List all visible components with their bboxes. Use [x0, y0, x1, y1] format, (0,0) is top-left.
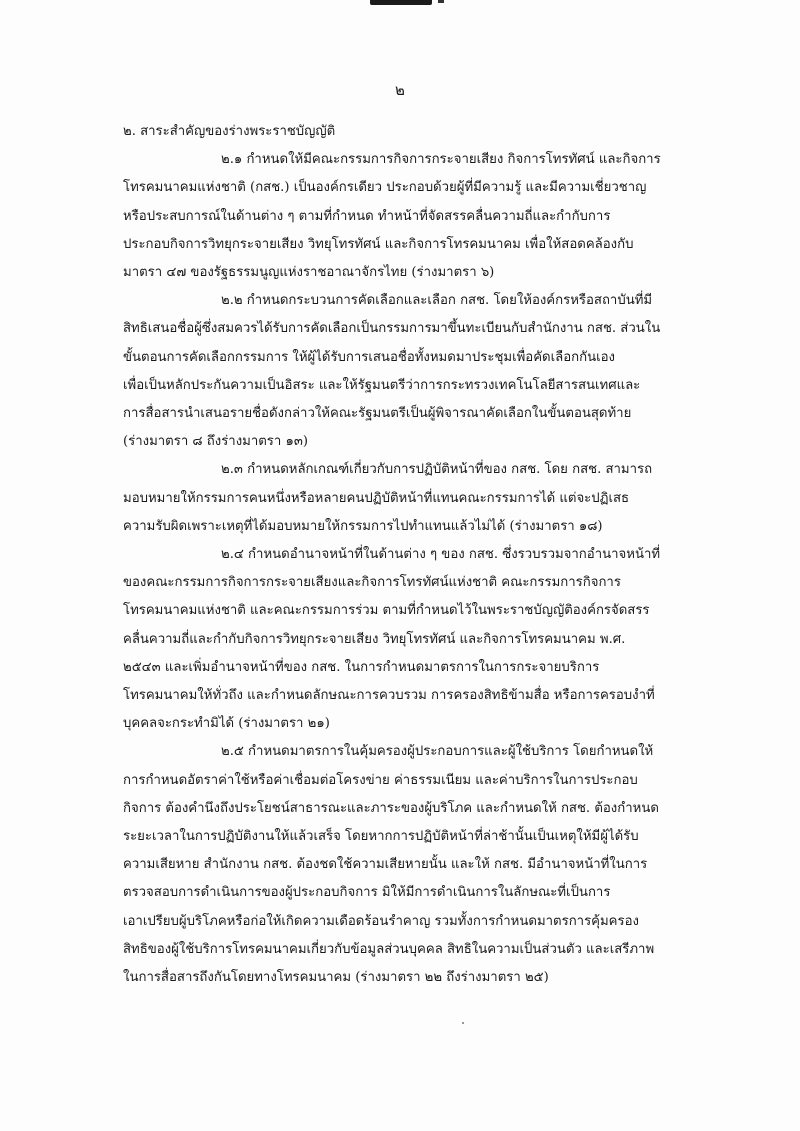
paragraph-2-4: [123, 541, 718, 738]
paragraph-line: โทรคมนาคมแห่งชาติ และคณะกรรมการร่วม ตามที่กำหนดไว้ในพระราชบัญญัติองค์กรจัดสรร: [123, 603, 650, 619]
paragraph-line: ในการสื่อสารถึงกันโดยทางโทรคมนาคม (ร่างมาตรา ๒๒ ถึงร่างมาตรา ๒๕): [123, 970, 549, 986]
paragraph-line: สิทธิเสนอชื่อผู้ซึ่งสมควรได้รับการคัดเลือกเป็นกรรมการมาขึ้นทะเบียนกับสำนักงาน กสช. ส่วนใน: [123, 321, 661, 337]
document-body: [123, 118, 718, 992]
paragraph-line: ๒.๕ กำหนดมาตรการในคุ้มครองผู้ประกอบการและผู้ใช้บริการ โดยกำหนดให้: [221, 744, 654, 760]
paragraph-2-1: [123, 146, 718, 287]
paragraph-line: (ร่างมาตรา ๘ ถึงร่างมาตรา ๑๓): [123, 434, 309, 450]
paragraph-line: ๒.๑ กำหนดให้มีคณะกรรมการกิจการกระจายเสียง กิจการโทรทัศน์ และกิจการ: [221, 152, 661, 168]
paragraph-line: ๒๕๔๓ และเพิ่มอำนาจหน้าที่ของ กสช. ในการกำหนดมาตรการในการกระจายบริการ: [123, 659, 600, 675]
paragraph-line: ความเสียหาย สำนักงาน กสช. ต้องชดใช้ความเสียหายนั้น และให้ กสช. มีอำนาจหน้าที่ในการ: [123, 857, 648, 873]
paragraph-line: มาตรา ๔๗ ของรัฐธรรมนูญแห่งราชอาณาจักรไทย (ร่างมาตรา ๖): [123, 265, 495, 281]
paragraph-line: ของคณะกรรมการกิจการกระจายเสียงและกิจการโทรทัศน์แห่งชาติ คณะกรรมการกิจการ: [123, 575, 621, 591]
paragraph-line: โทรคมนาคมให้ทั่วถึง และกำหนดลักษณะการควบรวม การครองสิทธิข้ามสื่อ หรือการครอบงำที่: [123, 688, 655, 704]
section-heading: ๒. สาระสำคัญของร่างพระราชบัญญัติ: [123, 124, 336, 139]
scan-speck: [462, 1022, 464, 1024]
paragraph-line: โทรคมนาคมแห่งชาติ (กสช.) เป็นองค์กรเดียว ประกอบด้วยผู้ที่มีความรู้ และมีความเชี่ยวชาญ: [123, 180, 647, 196]
paragraph-line: คลื่นความถี่และกำกับกิจการวิทยุกระจายเสียง วิทยุโทรทัศน์ และกิจการโทรคมนาคม พ.ศ.: [123, 631, 626, 647]
paragraph-2-3: [123, 456, 718, 541]
paragraph-line: ตรวจสอบการดำเนินการของผู้ประกอบกิจการ มิให้มีการดำเนินการในลักษณะที่เป็นการ: [123, 885, 611, 901]
paragraph-line: ประกอบกิจการวิทยุกระจายเสียง วิทยุโทรทัศน์ และกิจการโทรคมนาคม เพื่อให้สอดคล้องกับ: [123, 236, 634, 252]
paragraph-line: กิจการ ต้องคำนึงถึงประโยชน์สาธารณะและภาระของผู้บริโภค และกำหนดให้ กสช. ต้องกำหนด: [123, 800, 659, 816]
paragraph-line: มอบหมายให้กรรมการคนหนึ่งหรือหลายคนปฏิบัติหน้าที่แทนคณะกรรมการได้ แต่จะปฏิเสธ: [123, 490, 630, 506]
paragraph-line: การสื่อสารนำเสนอรายชื่อดังกล่าวให้คณะรัฐมนตรีเป็นผู้พิจารณาคัดเลือกในขั้นตอนสุดท้าย: [123, 406, 632, 422]
page-number: ๒: [395, 81, 405, 99]
paragraph-line: สิทธิของผู้ใช้บริการโทรคมนาคมเกี่ยวกับข้อมูลส่วนบุคคล สิทธิในความเป็นส่วนตัว และเสรีภาพ: [123, 941, 655, 957]
paragraph-line: การกำหนดอัตราค่าใช้หรือค่าเชื่อมต่อโครงข่าย ค่าธรรมเนียม และค่าบริการในการประกอบ: [123, 772, 638, 788]
paragraph-2-5: [123, 738, 718, 992]
paragraph-line: เอาเปรียบผู้บริโภคหรือก่อให้เกิดความเดือดร้อนรำคาญ รวมทั้งการกำหนดมาตรการคุ้มครอง: [123, 913, 639, 929]
paragraph-line: ๒.๓ กำหนดหลักเกณฑ์เกี่ยวกับการปฏิบัติหน้าที่ของ กสช. โดย กสช. สามารถ: [221, 462, 653, 478]
paragraph-line: ความรับผิดเพราะเหตุที่ได้มอบหมายให้กรรมการไปทำแทนแล้วไม่ได้ (ร่างมาตรา ๑๘): [123, 518, 603, 534]
paragraph-line: ๒.๔ กำหนดอำนาจหน้าที่ในด้านต่าง ๆ ของ กสช. ซึ่งรวบรวมจากอำนาจหน้าที่: [221, 547, 661, 563]
page-header-mark-tick: [438, 0, 444, 3]
paragraph-line: ขั้นตอนการคัดเลือกกรรมการ ให้ผู้ได้รับการเสนอชื่อทั้งหมดมาประชุมเพื่อคัดเลือกกันเอง: [123, 349, 615, 365]
paragraph-line: บุคคลจะกระทำมิได้ (ร่างมาตรา ๒๑): [123, 716, 330, 732]
paragraph-2-2: [123, 287, 718, 456]
page-header-mark: [370, 0, 432, 5]
paragraph-line: ๒.๒ กำหนดกระบวนการคัดเลือกและเลือก กสช. โดยให้องค์กรหรือสถาบันที่มี: [221, 293, 653, 309]
paragraph-line: ระยะเวลาในการปฏิบัติงานให้แล้วเสร็จ โดยหากการปฏิบัติหน้าที่ล่าช้านั้นเป็นเหตุให้มีผู้ได้รับ: [123, 829, 639, 845]
paragraph-line: เพื่อเป็นหลักประกันความเป็นอิสระ และให้รัฐมนตรีว่าการกระทรวงเทคโนโลยีสารสนเทศและ: [123, 377, 641, 393]
paragraph-line: หรือประสบการณ์ในด้านต่าง ๆ ตามที่กำหนด ทำหน้าที่จัดสรรคลื่นความถี่และกำกับการ: [123, 208, 611, 224]
